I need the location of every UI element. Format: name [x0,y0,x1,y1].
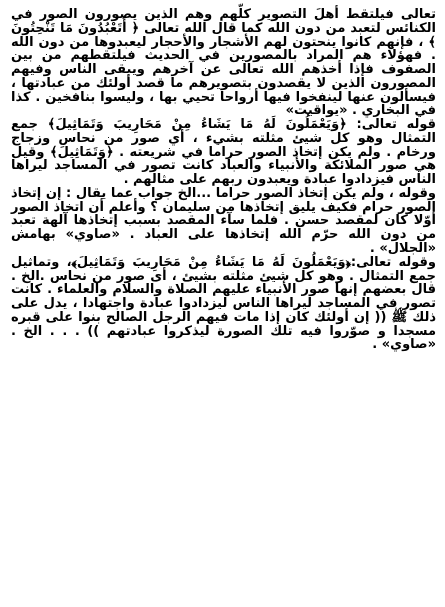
paragraph-4: وقوله تعالى:﴿وَيَعْمَلُونَ لَهُ مَا يَشَاءُ مِنْ مَحَارِيبَ وَتَمَاثِيلَ﴾، وتماثيل جمع التمثال . وهو كل شيئ مثلته بشيئ ، أى صور من نحاس .الخ . قال بعضهم إنها صور الأنبياء عليهم الصلاة والسلام والعلماء . كانت تصور في المساجد ليراها الناس ليزدادوا عبادة واجتهادا ، يدل على ذلك ﷺ (( إن أولئك كان إذا مات فيهم الرجل الصالح بنوا على قبره مسجدا و صوّروا فيه تلك الصورة ليذكروا عبادتهم )) . . . الخ . «صاوي» . [11,254,436,353]
paragraph-2: قوله تعالى: ﴿وَيَعْمَلُونَ لَهُ مَا يَشَاءُ مِنْ مَحَارِيبَ وَتَمَاثِيلَ﴾ جمع التمثال وهو كل شيئ مثلته بشيء ، أي صور من نحاس وزجاج ورخام . ولم يكن إتخاذ الصور حراما في شريعته . ﴿وَتَمَاثِيلَ﴾ وقيل هي صور الملائكة والأنبياء والعباد كانت تصور في المساجد ليراها الناس فيزدادوا عبادة ويعبدون ربهم على مثالهم . [11,117,436,188]
paragraph-1: تعالى فيلتقط أهلَ التصوير كلّهم وهم الذين يصورون الصور في الكنائس لتعبد من دون الله كما قال الله تعالى ﴿ أَتَعْبُدُونَ مَا تَنْحِتُونَ ﴾ ، فإنهم كانوا ينحتون لهم الأشجار والأحجار ليعبدوها من دون الله . فهؤلاء هم المراد بالمصورين في الحديث فيلتقطهم من بين الصفوف فإذا أخذهم الله تعالى عن آخرهم ويبقى الناس وفيهم المصورون الذين لا يقصدون بتصويرهم ما قصد أولئك من عبادتها ، فيسألون عنها لينفخوا فيها أرواحا تحيي بها ، وليسوا بنافخين . كذا في البخاري . «يواقيت» [11,7,436,119]
paragraph-3: وقوله ، ولم يكن إتخاذ الصور حراما ...الخ جواب عما يقال : إن إتخاذ الصور حرام فكيف يليق إتخاذها من سليمان ؟ وأعلم أن اتخاذ الصور أوّلا كان لمقصد حسن . فلما سآء المقصد بسبب إتخاذها آلهة تعبد من دون الله حرّم الله إتخاذها على العباد . «صاوي» بهامش «الجلال» . [11,185,436,257]
